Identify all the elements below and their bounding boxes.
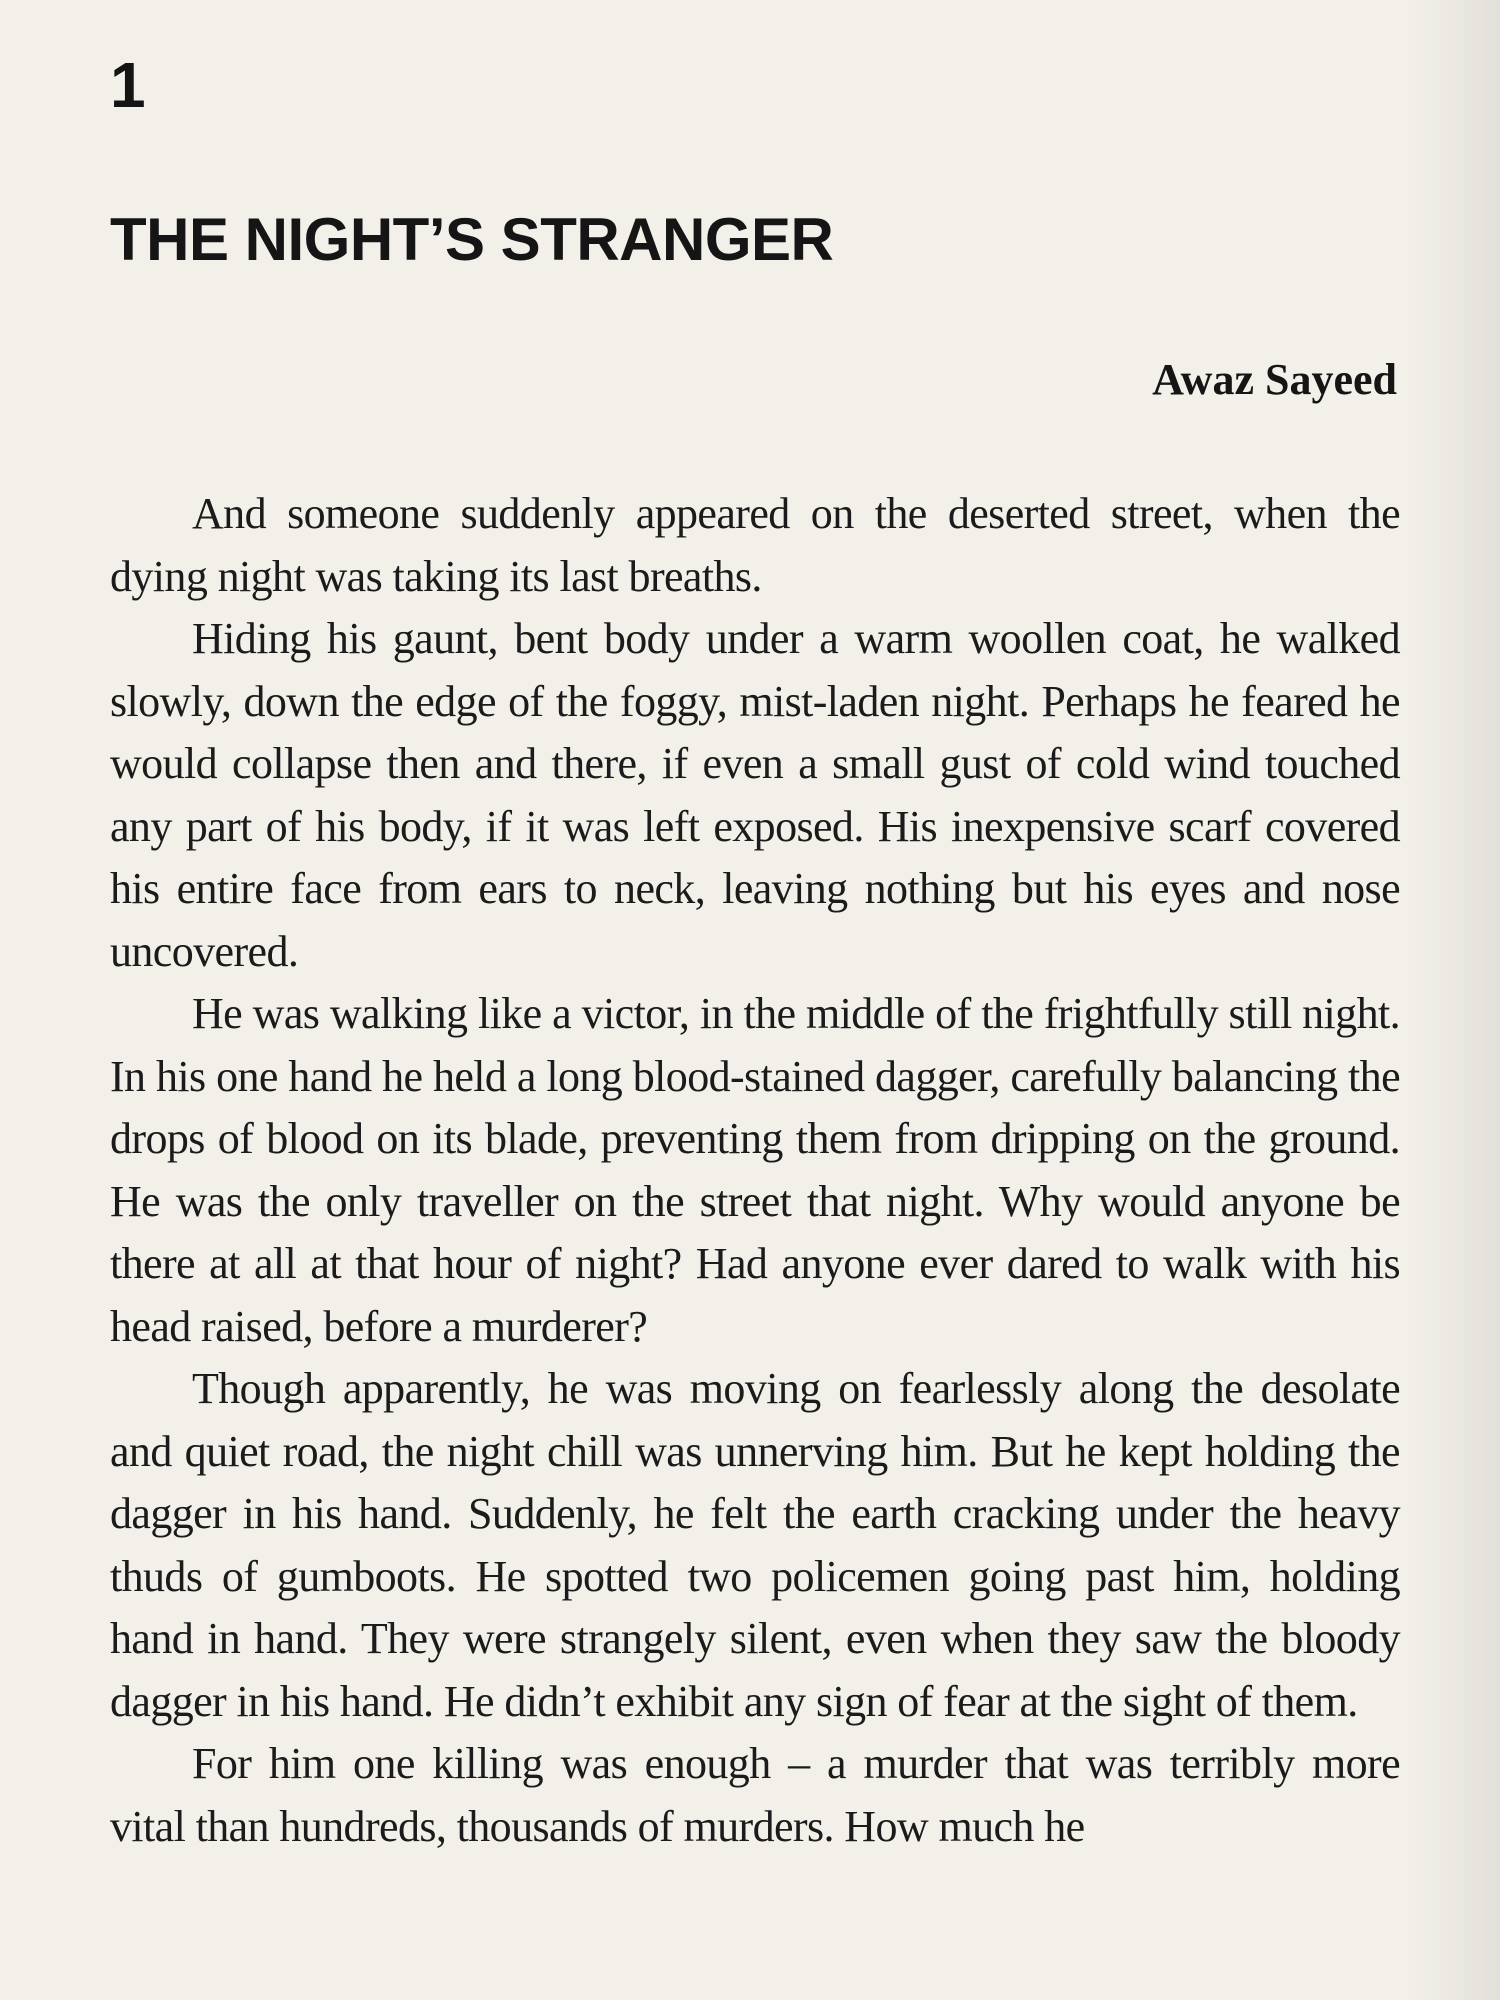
paragraph: He was walking like a victor, in the middle of the frightfully still night. In his one hand he held a long blood-stained dagger, carefully balancing the drops of blood on its blade, preventing them from dripping on the ground. He was the only traveller on the street that night. Why would anyone be there at all at that hour of night? Had anyone ever dared to walk with his head raised, before a murderer? [110, 989, 1400, 1351]
paragraph: Though apparently, he was moving on fearlessly along the desolate and quiet road, the night chill was unnerving him. But he kept holding the dagger in his hand. Suddenly, he felt the earth cracking under the heavy thuds of gumboots. He spotted two policemen going past him, holding hand in hand. They were strangely silent, even when they saw the bloody dagger in his hand. He didn’t exhibit any sign of fear at the sight of them. [110, 1364, 1400, 1726]
paragraph: And someone suddenly appeared on the deserted street, when the dying night was taking its last breaths. [110, 489, 1400, 601]
paragraph: For him one killing was enough – a murder that was terribly more vital than hundreds, thousands of murders. How much he [110, 1739, 1400, 1851]
chapter-number: 1 [110, 49, 146, 121]
author-name: Awaz Sayeed [1152, 355, 1397, 404]
paragraph: Hiding his gaunt, bent body under a warm woollen coat, he walked slowly, down the edge of the foggy, mist-laden night. Perhaps he feared he would collapse then and there, if even a small gust of cold wind touched any part of his body, if it was left exposed. His inexpensive scarf covered his entire face from ears to neck, leaving nothing but his eyes and nose uncovered. [110, 614, 1400, 976]
story-body [110, 483, 1400, 1858]
page-edge-shadow [1410, 0, 1500, 2000]
chapter-title: THE NIGHT’S STRANGER [110, 206, 834, 273]
